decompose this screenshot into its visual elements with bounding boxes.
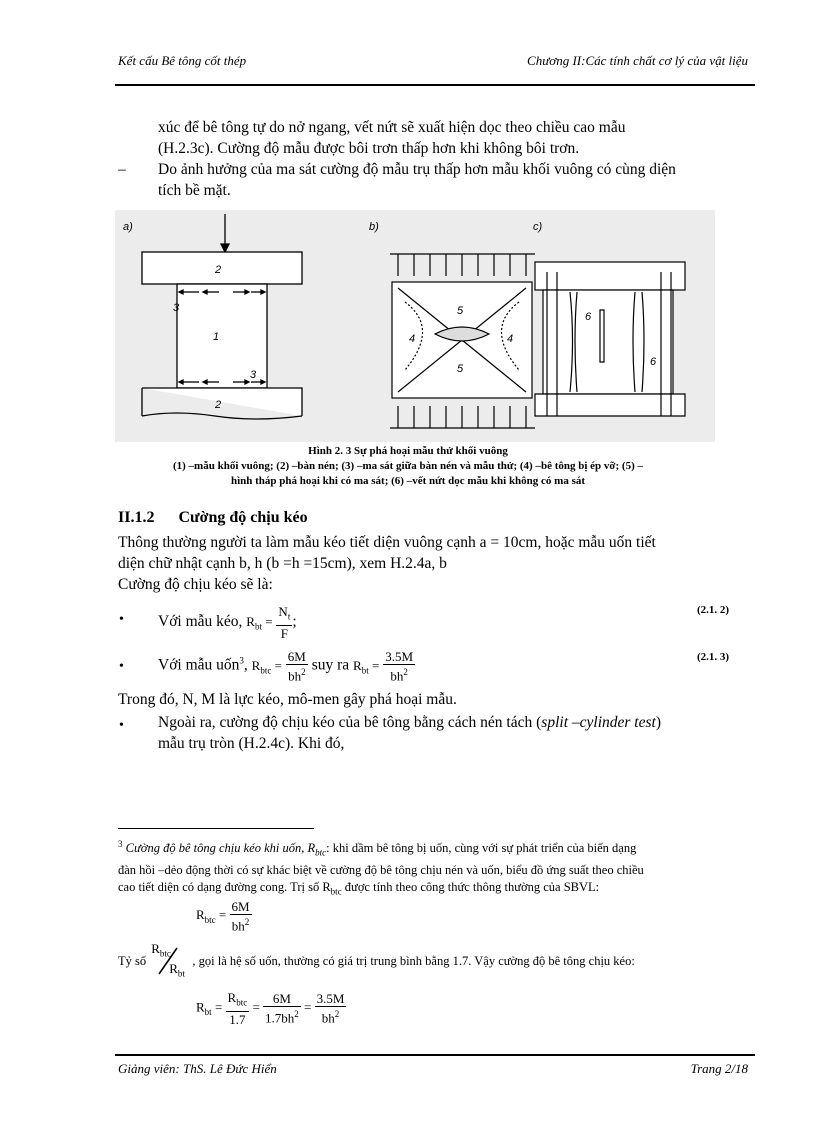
footer-left: Giảng viên: ThS. Lê Đức Hiển xyxy=(118,1061,277,1076)
label-a: a) xyxy=(123,221,133,233)
formula-text: Với mẫu uốn xyxy=(158,656,240,674)
denominator: F xyxy=(280,625,288,641)
equation-number: (2.1. 2) xyxy=(697,604,730,616)
fraction xyxy=(315,991,347,1025)
footnote-mark: 3 xyxy=(118,839,123,849)
footer-rule xyxy=(115,1054,755,1056)
symbol: R xyxy=(196,907,205,923)
section-heading xyxy=(118,509,308,527)
equation-number: (2.1. 3) xyxy=(697,651,730,663)
subscript: btc xyxy=(204,914,216,925)
header-left: Kết cấu Bê tông cốt thép xyxy=(118,53,247,68)
fraction xyxy=(226,990,250,1027)
ratio-line xyxy=(118,941,758,980)
num-6-right: 6 xyxy=(650,356,657,368)
subscript: btc xyxy=(330,886,342,897)
text-span: Tỷ số xyxy=(118,953,147,968)
subscript: t xyxy=(287,611,291,622)
label-c: c) xyxy=(533,221,543,233)
punctuation: , xyxy=(243,656,248,674)
fraction xyxy=(286,649,308,683)
header-right: Chương II:Các tính chất cơ lý của vật liệu xyxy=(527,53,748,68)
slash-fraction xyxy=(149,941,189,980)
symbol: R xyxy=(251,657,261,673)
text-span: , gọi là hệ số uốn, thường có giá trị trung bình bằng 1.7. Vậy cường độ bê tông chịu kéo: xyxy=(192,953,635,968)
superscript: 2 xyxy=(403,667,408,677)
footnote xyxy=(118,836,758,900)
denominator: 1.7 xyxy=(229,1011,246,1027)
text-line xyxy=(158,712,758,733)
footer-right: Trang 2/18 xyxy=(690,1061,748,1076)
italic-term: split –cylinder test xyxy=(541,714,656,731)
footnote-formula-2: $R_{bt}$ = $\frac{R_{btc}}{1.7}$ = $\frac{6M}{1.7bh^2}$ = $\frac{3.5M}{bh^2}$ xyxy=(196,990,345,1027)
fraction xyxy=(263,991,301,1025)
section-number: II.1.2 xyxy=(118,509,155,526)
subscript: btc xyxy=(260,665,272,676)
numerator: 6M xyxy=(287,649,306,664)
num-2-bottom: 2 xyxy=(215,399,222,411)
formula-text: Với mẫu kéo, xyxy=(158,612,243,630)
failure-figure xyxy=(115,210,715,442)
numerator: 6M xyxy=(231,899,250,914)
top-plate xyxy=(142,252,302,284)
symbol: R xyxy=(353,657,362,673)
text-line: xúc để bê tông tự do nở ngang, vết nứt sẽ xuất hiện dọc theo chiều cao mẫu xyxy=(158,119,626,136)
numerator: R xyxy=(227,990,237,1005)
text-span: ) xyxy=(655,714,661,731)
figure-caption xyxy=(118,444,698,489)
numerator: 6M xyxy=(263,991,301,1007)
text-span: được tính theo công thức thông thường của SBVL: xyxy=(341,879,600,894)
text-line: đàn hồi –dẻo động thời có sự khác biệt về cường độ bê tông chịu nén và uốn, biểu đồ ứng suất theo chiều xyxy=(118,862,644,877)
text-line: (H.2.3c). Cường độ mẫu được bôi trơn thấp hơn khi không bôi trơn. xyxy=(158,140,580,157)
superscript: 2 xyxy=(301,667,306,677)
subscript: btc xyxy=(315,847,327,858)
caption-line: (1) –mẫu khối vuông; (2) –bàn nén; (3) –ma sát giữa bàn nén và mẫu thử; (4) –bê tông bị ép vỡ; (5) – xyxy=(172,460,644,472)
denominator: bh xyxy=(231,918,245,934)
formula-bending: Với mẫu uốn$^3$, $R_{btc}$ = $\frac{6M}{bh^2}$ suy ra $R_{bt}$ = $\frac{3.5M}{bh^2}$ xyxy=(158,649,414,684)
numerator: 3.5M xyxy=(316,991,345,1007)
split-cylinder-paragraph xyxy=(158,712,758,754)
subscript: bt xyxy=(361,665,369,676)
text-line: diện chữ nhật cạnh b, h (b =h =15cm), xem H.2.4a, b xyxy=(118,555,447,572)
fraction xyxy=(383,649,415,683)
num-4-right: 4 xyxy=(507,333,514,345)
fraction xyxy=(276,604,292,641)
denominator: bh xyxy=(321,1010,335,1026)
dash-bullet: – xyxy=(118,161,126,178)
italic-term: Cường độ bê tông chịu kéo khi uốn, R xyxy=(125,841,316,856)
text-line: Do ảnh hưởng của ma sát cường độ mẫu trụ thấp hơn mẫu khối vuông có cùng diện xyxy=(158,161,676,178)
text-line: Trong đó, N, M là lực kéo, mô-men gây phá hoại mẫu. xyxy=(118,691,457,708)
footnote-ref: 3 xyxy=(239,655,244,666)
fraction xyxy=(230,899,252,933)
num-1: 1 xyxy=(213,331,220,343)
footnote-formula-1: $R_{btc}$ = $\frac{6M}{bh^2}$ xyxy=(196,899,250,934)
num-5-top: 5 xyxy=(457,305,464,317)
subscript: btc xyxy=(159,948,171,959)
superscript: 2 xyxy=(334,1009,340,1020)
denominator: R xyxy=(169,961,178,976)
paragraph-continued xyxy=(158,117,758,159)
denominator: bh xyxy=(288,668,302,684)
bullet-dot: • xyxy=(119,612,124,627)
specimen-c xyxy=(543,290,673,394)
bullet-dot: • xyxy=(119,718,124,733)
section-title: Cường độ chịu kéo xyxy=(178,509,308,526)
figure-c xyxy=(535,262,685,416)
formula-text: suy ra xyxy=(311,656,350,674)
superscript: 2 xyxy=(244,917,250,927)
subscript: bt xyxy=(204,1006,212,1017)
symbol: R xyxy=(196,999,205,1015)
superscript: 2 xyxy=(294,1009,299,1020)
num-3-top: 3 xyxy=(173,302,180,314)
numerator: R xyxy=(151,941,160,956)
text-line xyxy=(118,879,758,901)
subscript: bt xyxy=(177,968,185,979)
section-intro xyxy=(118,532,758,595)
crack-center xyxy=(600,310,604,362)
num-4-left: 4 xyxy=(409,333,416,345)
text-span: Ngoài ra, cường độ chịu kéo của bê tông bằng cách nén tách ( xyxy=(158,714,542,731)
text-line: tích bề mặt. xyxy=(158,182,231,199)
text-line: mẫu trụ tròn (H.2.4c). Khi đó, xyxy=(158,735,345,752)
text-span: : khi dầm bê tông bị uốn, cùng với sự phát triển của biến dạng xyxy=(326,841,637,856)
numerator: 3.5M xyxy=(385,649,414,664)
caption-line: hình tháp phá hoại khi có ma sát; (6) –vết nứt dọc mẫu khi không có ma sát xyxy=(230,475,586,487)
punctuation: ; xyxy=(292,612,297,630)
text-span: cao tiết diện có dạng đường cong. Trị số R xyxy=(118,879,331,894)
denominator: 1.7bh xyxy=(265,1010,295,1026)
bullet-dot: • xyxy=(119,659,124,674)
denominator: bh xyxy=(390,668,404,684)
num-2-top: 2 xyxy=(215,264,222,276)
subscript: bt xyxy=(254,621,262,632)
footnote-separator xyxy=(118,828,314,829)
paragraph-friction xyxy=(158,159,758,201)
text-line xyxy=(118,836,758,862)
symbol: R xyxy=(246,613,255,629)
text-line: Thông thường người ta làm mẫu kéo tiết diện vuông cạnh a = 10cm, hoặc mẫu uốn tiết xyxy=(118,534,656,551)
text-line: Cường độ chịu kéo sẽ là: xyxy=(118,576,273,593)
formula-tension: Với mẫu kéo, $R_{bt}$ = $\frac{N_t}{F}$ ; xyxy=(158,604,297,641)
num-6-center: 6 xyxy=(585,311,592,323)
caption-title: Hình 2. 3 Sự phá hoại mẫu thử khối vuông xyxy=(308,445,508,457)
num-3-bottom: 3 xyxy=(250,369,257,381)
label-b: b) xyxy=(369,221,379,233)
num-5-bottom: 5 xyxy=(457,363,464,375)
numerator: N xyxy=(278,604,288,619)
header-rule xyxy=(115,84,755,86)
subscript: btc xyxy=(236,997,248,1008)
